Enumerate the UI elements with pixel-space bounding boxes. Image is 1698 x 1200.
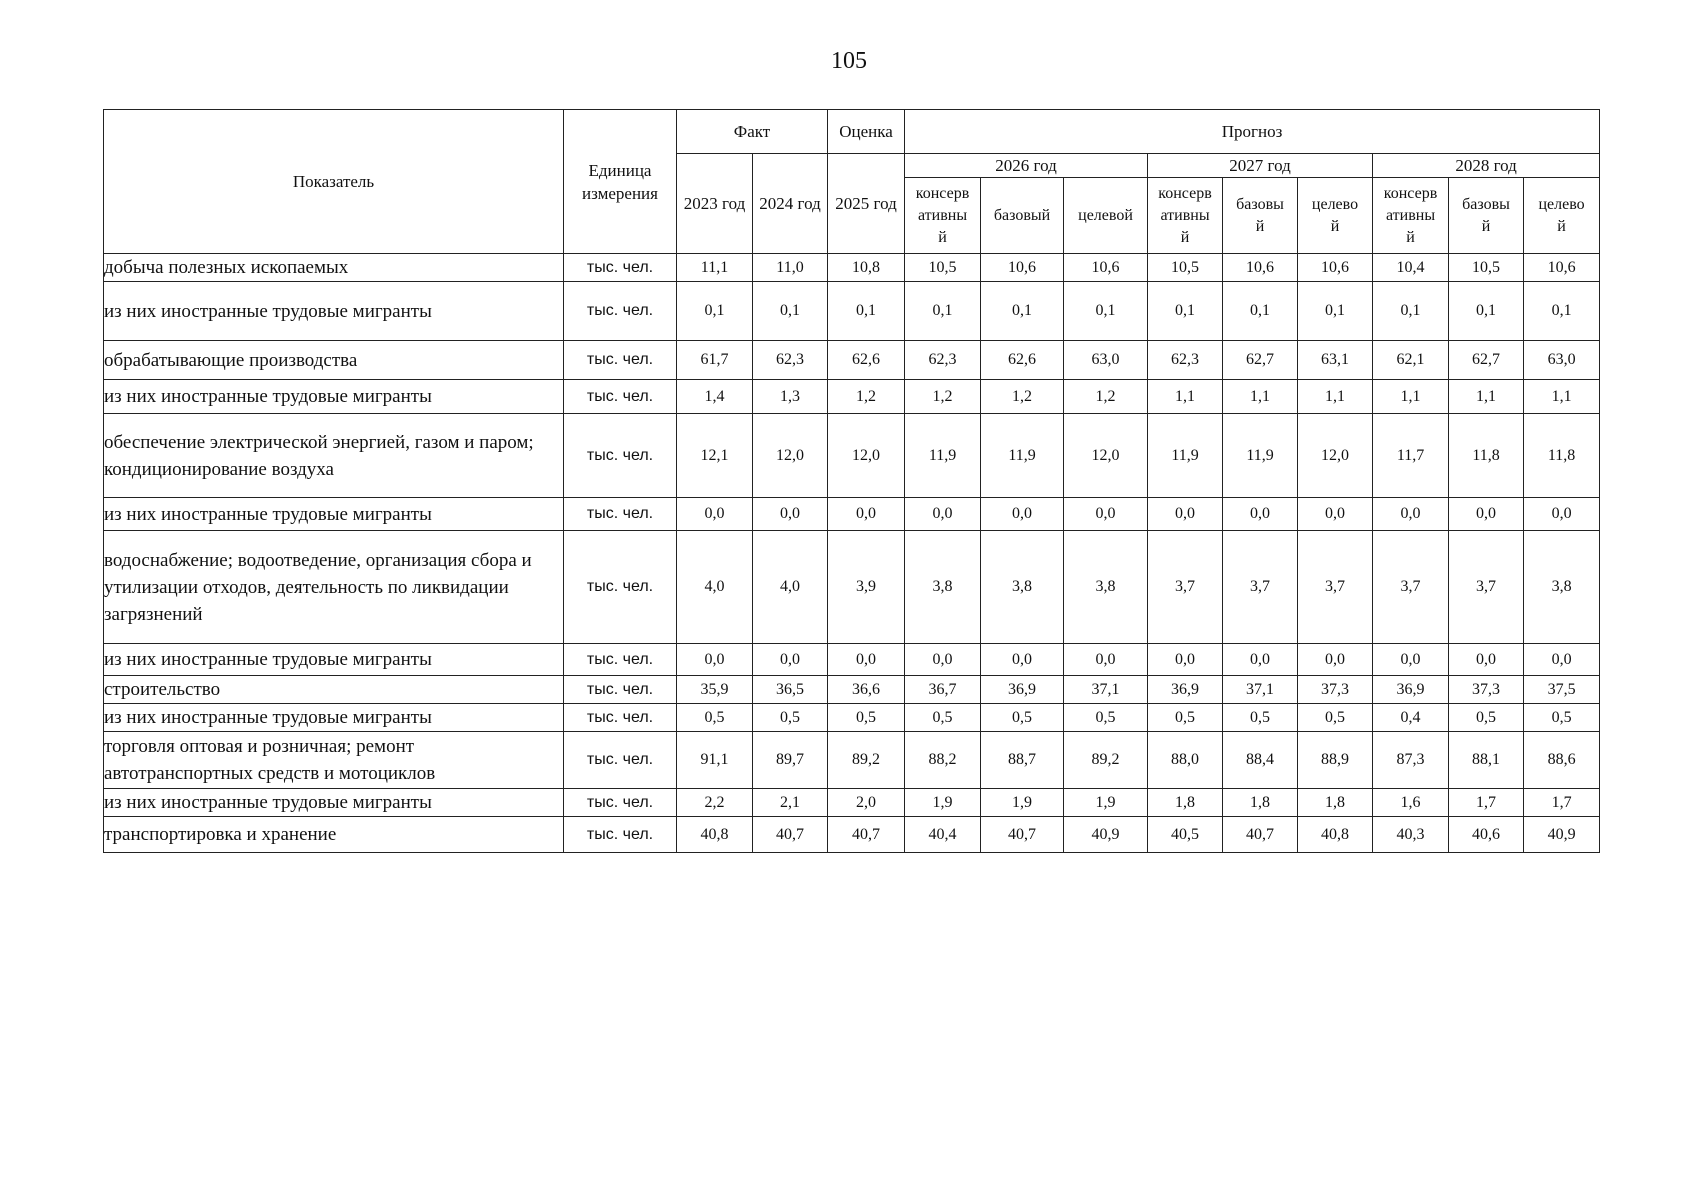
row-value: 0,0: [1373, 644, 1449, 676]
row-value: 11,8: [1449, 414, 1524, 498]
row-value: 62,6: [981, 341, 1064, 380]
table-row: [104, 380, 1600, 414]
header-year-2028: 2028 год: [1373, 154, 1600, 178]
row-value: 3,7: [1148, 531, 1223, 644]
row-value: 10,4: [1373, 254, 1449, 282]
row-value: 1,9: [1064, 789, 1148, 817]
row-value: 10,6: [1064, 254, 1148, 282]
table-row: [104, 704, 1600, 732]
row-value: 1,3: [753, 380, 828, 414]
row-value: 0,1: [1449, 282, 1524, 341]
row-indicator: торговля оптовая и розничная; ремонт автотранспортных средств и мотоциклов: [104, 732, 564, 789]
header-unit: Единица измерения: [564, 110, 677, 254]
row-value: 0,5: [905, 704, 981, 732]
row-value: 1,4: [677, 380, 753, 414]
row-value: 11,1: [677, 254, 753, 282]
header-year-2025: 2025 год: [828, 154, 905, 254]
row-value: 3,7: [1298, 531, 1373, 644]
header-year-2027: 2027 год: [1148, 154, 1373, 178]
row-indicator: из них иностранные трудовые мигранты: [104, 789, 564, 817]
row-value: 0,0: [1449, 498, 1524, 531]
table-row: [104, 498, 1600, 531]
row-value: 36,7: [905, 676, 981, 704]
row-value: 1,1: [1298, 380, 1373, 414]
row-value: 89,7: [753, 732, 828, 789]
row-value: 0,0: [1148, 498, 1223, 531]
header-year-2023: 2023 год: [677, 154, 753, 254]
row-value: 63,0: [1524, 341, 1600, 380]
table-row: [104, 644, 1600, 676]
row-value: 12,0: [753, 414, 828, 498]
row-unit: тыс. чел.: [564, 704, 677, 732]
table-body: [104, 254, 1600, 853]
row-value: 0,0: [1064, 644, 1148, 676]
row-value: 37,1: [1223, 676, 1298, 704]
row-value: 12,0: [1298, 414, 1373, 498]
row-value: 0,5: [1524, 704, 1600, 732]
row-value: 1,1: [1223, 380, 1298, 414]
row-unit: тыс. чел.: [564, 254, 677, 282]
row-value: 10,5: [1449, 254, 1524, 282]
row-value: 3,8: [1064, 531, 1148, 644]
header-2026-target: целевой: [1064, 178, 1148, 254]
row-indicator: транспортировка и хранение: [104, 817, 564, 853]
table-row: [104, 789, 1600, 817]
row-unit: тыс. чел.: [564, 789, 677, 817]
row-value: 0,1: [1223, 282, 1298, 341]
row-value: 0,1: [1524, 282, 1600, 341]
table-row: [104, 732, 1600, 789]
row-value: 1,8: [1298, 789, 1373, 817]
row-indicator: строительство: [104, 676, 564, 704]
row-value: 36,6: [828, 676, 905, 704]
row-value: 11,9: [905, 414, 981, 498]
row-value: 1,6: [1373, 789, 1449, 817]
header-indicator: Показатель: [104, 110, 564, 254]
row-value: 88,9: [1298, 732, 1373, 789]
row-value: 0,0: [753, 498, 828, 531]
row-value: 10,5: [1148, 254, 1223, 282]
header-year-2024: 2024 год: [753, 154, 828, 254]
row-value: 11,9: [981, 414, 1064, 498]
table-row: [104, 254, 1600, 282]
row-value: 0,0: [905, 644, 981, 676]
row-value: 1,8: [1148, 789, 1223, 817]
row-value: 63,0: [1064, 341, 1148, 380]
row-unit: тыс. чел.: [564, 282, 677, 341]
row-indicator: обрабатывающие производства: [104, 341, 564, 380]
row-value: 11,7: [1373, 414, 1449, 498]
row-value: 0,0: [828, 644, 905, 676]
row-value: 36,5: [753, 676, 828, 704]
row-value: 10,6: [1223, 254, 1298, 282]
row-value: 10,6: [981, 254, 1064, 282]
row-value: 0,0: [1148, 644, 1223, 676]
row-value: 89,2: [1064, 732, 1148, 789]
row-value: 1,2: [1064, 380, 1148, 414]
header-fact: Факт: [677, 110, 828, 154]
table-row: [104, 817, 1600, 853]
row-value: 1,7: [1524, 789, 1600, 817]
forecast-table: [103, 109, 1600, 853]
row-value: 0,1: [1373, 282, 1449, 341]
row-value: 40,7: [828, 817, 905, 853]
row-value: 1,7: [1449, 789, 1524, 817]
row-indicator: из них иностранные трудовые мигранты: [104, 498, 564, 531]
row-indicator: из них иностранные трудовые мигранты: [104, 380, 564, 414]
row-value: 62,7: [1449, 341, 1524, 380]
row-value: 0,5: [1223, 704, 1298, 732]
row-value: 0,5: [1064, 704, 1148, 732]
header-2027-target: целево й: [1298, 178, 1373, 254]
row-value: 2,2: [677, 789, 753, 817]
row-value: 88,7: [981, 732, 1064, 789]
row-value: 3,9: [828, 531, 905, 644]
row-value: 11,8: [1524, 414, 1600, 498]
row-indicator: обеспечение электрической энергией, газом и паром; кондиционирование воздуха: [104, 414, 564, 498]
row-unit: тыс. чел.: [564, 644, 677, 676]
row-value: 11,0: [753, 254, 828, 282]
row-value: 62,3: [905, 341, 981, 380]
row-value: 37,3: [1298, 676, 1373, 704]
header-2028-conservative: консерв ативны й: [1373, 178, 1449, 254]
row-value: 1,9: [905, 789, 981, 817]
row-indicator: из них иностранные трудовые мигранты: [104, 282, 564, 341]
header-estimate: Оценка: [828, 110, 905, 154]
row-unit: тыс. чел.: [564, 380, 677, 414]
header-2026-base: базовый: [981, 178, 1064, 254]
header-forecast: Прогноз: [905, 110, 1600, 154]
row-value: 88,4: [1223, 732, 1298, 789]
row-value: 12,0: [828, 414, 905, 498]
row-value: 88,0: [1148, 732, 1223, 789]
row-value: 0,5: [1148, 704, 1223, 732]
row-value: 0,0: [753, 644, 828, 676]
row-value: 91,1: [677, 732, 753, 789]
page-number: 105: [831, 48, 867, 74]
row-unit: тыс. чел.: [564, 341, 677, 380]
table-row: [104, 282, 1600, 341]
row-indicator: из них иностранные трудовые мигранты: [104, 704, 564, 732]
row-value: 11,9: [1223, 414, 1298, 498]
row-value: 0,0: [1298, 644, 1373, 676]
row-value: 37,3: [1449, 676, 1524, 704]
row-unit: тыс. чел.: [564, 531, 677, 644]
row-value: 0,5: [753, 704, 828, 732]
header-2026-conservative: консерв ативны й: [905, 178, 981, 254]
row-value: 10,6: [1524, 254, 1600, 282]
row-value: 3,8: [981, 531, 1064, 644]
row-indicator: добыча полезных ископаемых: [104, 254, 564, 282]
row-value: 4,0: [677, 531, 753, 644]
row-value: 0,0: [981, 644, 1064, 676]
row-value: 2,1: [753, 789, 828, 817]
row-value: 88,1: [1449, 732, 1524, 789]
row-value: 0,0: [1223, 644, 1298, 676]
row-value: 0,0: [1449, 644, 1524, 676]
row-unit: тыс. чел.: [564, 676, 677, 704]
row-value: 0,0: [1524, 498, 1600, 531]
row-value: 0,1: [905, 282, 981, 341]
row-value: 0,1: [1298, 282, 1373, 341]
row-value: 0,1: [1148, 282, 1223, 341]
row-value: 0,1: [677, 282, 753, 341]
row-value: 3,7: [1223, 531, 1298, 644]
row-value: 40,9: [1064, 817, 1148, 853]
row-value: 0,1: [828, 282, 905, 341]
table-row: [104, 414, 1600, 498]
row-value: 1,8: [1223, 789, 1298, 817]
row-value: 0,1: [1064, 282, 1148, 341]
row-value: 12,0: [1064, 414, 1148, 498]
row-value: 37,5: [1524, 676, 1600, 704]
row-value: 0,1: [981, 282, 1064, 341]
row-value: 1,2: [981, 380, 1064, 414]
row-value: 0,0: [1373, 498, 1449, 531]
row-unit: тыс. чел.: [564, 732, 677, 789]
row-value: 89,2: [828, 732, 905, 789]
row-value: 3,8: [905, 531, 981, 644]
row-value: 0,1: [753, 282, 828, 341]
row-value: 10,6: [1298, 254, 1373, 282]
row-value: 1,1: [1449, 380, 1524, 414]
row-value: 36,9: [981, 676, 1064, 704]
row-value: 3,7: [1373, 531, 1449, 644]
row-value: 0,0: [1524, 644, 1600, 676]
row-unit: тыс. чел.: [564, 498, 677, 531]
row-value: 12,1: [677, 414, 753, 498]
row-unit: тыс. чел.: [564, 817, 677, 853]
row-value: 62,6: [828, 341, 905, 380]
header-2028-base: базовы й: [1449, 178, 1524, 254]
row-value: 40,9: [1524, 817, 1600, 853]
row-value: 40,8: [1298, 817, 1373, 853]
row-value: 4,0: [753, 531, 828, 644]
header-2027-conservative: консерв ативны й: [1148, 178, 1223, 254]
table-row: [104, 676, 1600, 704]
header-2027-base: базовы й: [1223, 178, 1298, 254]
table-header: [104, 110, 1600, 254]
row-value: 62,1: [1373, 341, 1449, 380]
row-value: 62,3: [1148, 341, 1223, 380]
row-value: 62,7: [1223, 341, 1298, 380]
row-value: 0,0: [981, 498, 1064, 531]
row-value: 40,7: [753, 817, 828, 853]
row-value: 3,7: [1449, 531, 1524, 644]
row-value: 0,4: [1373, 704, 1449, 732]
row-value: 40,5: [1148, 817, 1223, 853]
row-value: 1,2: [905, 380, 981, 414]
row-value: 0,5: [677, 704, 753, 732]
row-value: 61,7: [677, 341, 753, 380]
row-value: 2,0: [828, 789, 905, 817]
row-value: 63,1: [1298, 341, 1373, 380]
row-value: 36,9: [1148, 676, 1223, 704]
row-value: 35,9: [677, 676, 753, 704]
table-row: [104, 531, 1600, 644]
row-value: 40,3: [1373, 817, 1449, 853]
row-value: 0,5: [981, 704, 1064, 732]
row-value: 0,5: [1449, 704, 1524, 732]
row-value: 0,5: [828, 704, 905, 732]
row-value: 11,9: [1148, 414, 1223, 498]
row-value: 0,0: [1064, 498, 1148, 531]
row-value: 3,8: [1524, 531, 1600, 644]
row-value: 40,8: [677, 817, 753, 853]
row-value: 1,1: [1524, 380, 1600, 414]
row-value: 0,0: [828, 498, 905, 531]
row-unit: тыс. чел.: [564, 414, 677, 498]
row-value: 1,1: [1373, 380, 1449, 414]
header-year-2026: 2026 год: [905, 154, 1148, 178]
row-value: 36,9: [1373, 676, 1449, 704]
header-2028-target: целево й: [1524, 178, 1600, 254]
row-value: 10,5: [905, 254, 981, 282]
row-value: 0,5: [1298, 704, 1373, 732]
row-value: 40,6: [1449, 817, 1524, 853]
row-value: 0,0: [1223, 498, 1298, 531]
row-value: 0,0: [905, 498, 981, 531]
row-indicator: из них иностранные трудовые мигранты: [104, 644, 564, 676]
row-value: 1,9: [981, 789, 1064, 817]
row-indicator: водоснабжение; водоотведение, организация сбора и утилизации отходов, деятельность по ликвидации загрязнений: [104, 531, 564, 644]
row-value: 62,3: [753, 341, 828, 380]
row-value: 87,3: [1373, 732, 1449, 789]
row-value: 0,0: [677, 498, 753, 531]
row-value: 88,6: [1524, 732, 1600, 789]
row-value: 0,0: [677, 644, 753, 676]
row-value: 40,7: [981, 817, 1064, 853]
row-value: 0,0: [1298, 498, 1373, 531]
row-value: 1,1: [1148, 380, 1223, 414]
row-value: 1,2: [828, 380, 905, 414]
row-value: 40,4: [905, 817, 981, 853]
row-value: 37,1: [1064, 676, 1148, 704]
row-value: 10,8: [828, 254, 905, 282]
row-value: 40,7: [1223, 817, 1298, 853]
table-row: [104, 341, 1600, 380]
row-value: 88,2: [905, 732, 981, 789]
